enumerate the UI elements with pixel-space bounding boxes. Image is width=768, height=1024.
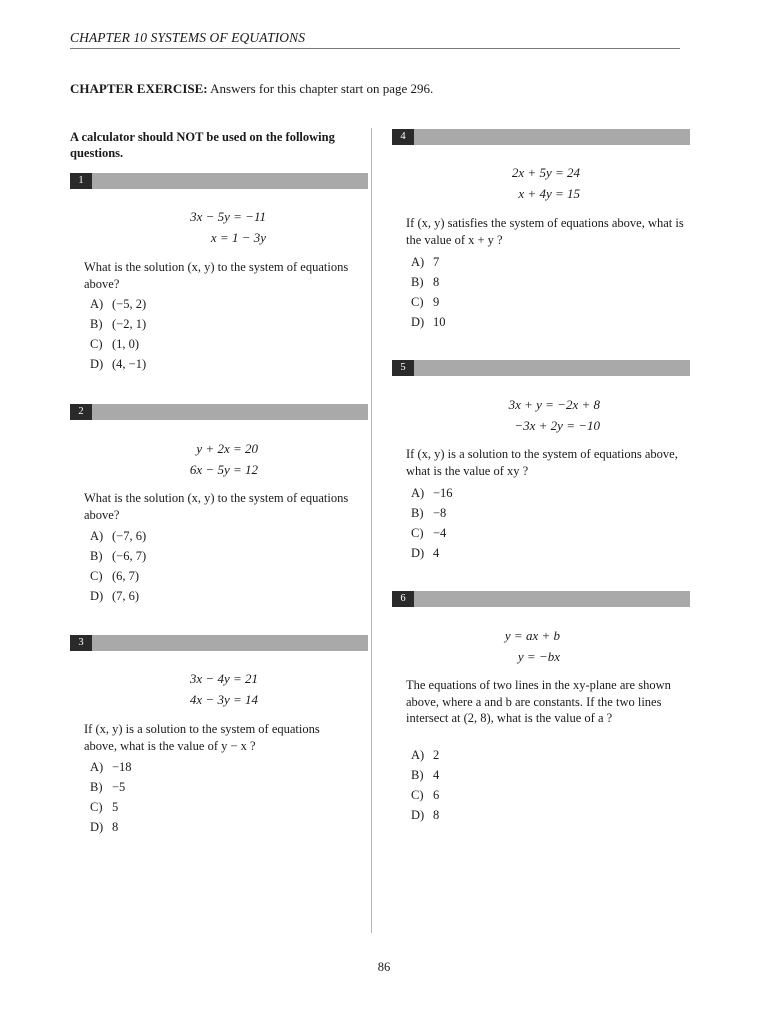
question-3-equation-1: 3x − 4y = 21 (189, 671, 258, 686)
question-2-prompt: What is the solution (x, y) to the system of equations above? (84, 491, 349, 522)
question-2-choice-b[interactable]: B) (−6, 7) (90, 549, 147, 563)
question-5-equations (440, 394, 600, 436)
question-2-number: 2 (70, 404, 92, 420)
question-6-bar (392, 591, 690, 607)
question-1-equation-2: x = 1 − 3y (210, 230, 266, 245)
question-3-choice-a[interactable]: A) −18 (90, 760, 132, 774)
chapter-header: CHAPTER 10 SYSTEMS OF EQUATIONS (70, 30, 306, 45)
question-5-bar (392, 360, 690, 376)
question-5-choice-d[interactable]: D) 4 (411, 546, 440, 560)
question-3-equations (120, 668, 258, 710)
question-4-equation-2: x + 4y = 15 (518, 186, 580, 201)
question-5-equation-2: −3x + 2y = −10 (514, 418, 600, 433)
column-divider (371, 128, 372, 933)
calculator-notice: A calculator should NOT be used on the following questions. (70, 130, 335, 160)
question-1-choice-a[interactable]: A) (−5, 2) (90, 297, 147, 311)
question-5-equation-1: 3x + y = −2x + 8 (508, 397, 600, 412)
question-4-choice-a[interactable]: A) 7 (411, 255, 440, 269)
question-3-bar (70, 635, 368, 651)
question-5-choice-a[interactable]: A) −16 (411, 486, 453, 500)
question-1-equations (120, 206, 266, 248)
question-5-choices (411, 483, 453, 563)
question-6-number: 6 (392, 591, 414, 607)
question-2-equation-1: y + 2x = 20 (196, 441, 258, 456)
question-5-choice-c[interactable]: C) −4 (411, 526, 447, 540)
question-2-choice-c[interactable]: C) (6, 7) (90, 569, 140, 583)
question-6-choice-a[interactable]: A) 2 (411, 748, 440, 762)
question-4-number: 4 (392, 129, 414, 145)
question-3-choice-c[interactable]: C) 5 (90, 800, 119, 814)
question-6-choices (411, 745, 439, 825)
question-4-choice-b[interactable]: B) 8 (411, 275, 440, 289)
question-1-choice-c[interactable]: C) (1, 0) (90, 337, 140, 351)
intro-text: Answers for this chapter start on page 296. (207, 81, 434, 96)
question-4-bar (392, 129, 690, 145)
question-6-choice-c[interactable]: C) 6 (411, 788, 440, 802)
question-3-choice-b[interactable]: B) −5 (90, 780, 126, 794)
question-2-choice-d[interactable]: D) (7, 6) (90, 589, 140, 603)
question-6-prompt: The equations of two lines in the xy-plane are shown above, where a and b are constants. If the two lines intersect at (2, 8), what is the value of a ? (406, 678, 671, 725)
question-3-number: 3 (70, 635, 92, 651)
question-4-equations (440, 162, 580, 204)
question-1-bar (70, 173, 368, 189)
question-6-equation-1: y = ax + b (504, 628, 560, 643)
question-2-choices (90, 526, 146, 606)
question-6-equation-2: y = −bx (517, 649, 560, 664)
intro-label: CHAPTER EXERCISE: (70, 81, 208, 96)
question-1-choice-d[interactable]: D) (4, −1) (90, 357, 147, 371)
question-3-prompt: If (x, y) is a solution to the system of equations above, what is the value of y − x ? (84, 722, 320, 753)
question-1-equation-1: 3x − 5y = −11 (190, 209, 266, 224)
page-number: 86 (377, 960, 391, 974)
question-1-choices (90, 294, 146, 374)
question-6-choice-b[interactable]: B) 4 (411, 768, 440, 782)
question-5-number: 5 (392, 360, 414, 376)
question-3-choices (90, 757, 132, 837)
question-3-choice-d[interactable]: D) 8 (90, 820, 119, 834)
question-2-equations (120, 438, 258, 480)
question-6-choice-d[interactable]: D) 8 (411, 808, 440, 822)
question-4-choice-d[interactable]: D) 10 (411, 315, 446, 329)
question-4-choice-c[interactable]: C) 9 (411, 295, 440, 309)
question-2-choice-a[interactable]: A) (−7, 6) (90, 529, 147, 543)
chapter-exercise-intro (70, 81, 433, 97)
question-1-number: 1 (70, 173, 92, 189)
question-3-equation-2: 4x − 3y = 14 (189, 692, 258, 707)
question-5-prompt: If (x, y) is a solution to the system of equations above, what is the value of xy ? (406, 447, 678, 478)
question-4-prompt: If (x, y) satisfies the system of equations above, what is the value of x + y ? (406, 216, 684, 247)
question-4-equation-1: 2x + 5y = 24 (511, 165, 580, 180)
question-6-equations (440, 625, 560, 667)
question-1-choice-b[interactable]: B) (−2, 1) (90, 317, 147, 331)
question-2-equation-2: 6x − 5y = 12 (189, 462, 258, 477)
header-rule (70, 48, 680, 49)
question-5-choice-b[interactable]: B) −8 (411, 506, 447, 520)
question-2-bar (70, 404, 368, 420)
question-4-choices (411, 252, 446, 332)
question-1-prompt: What is the solution (x, y) to the system of equations above? (84, 260, 349, 291)
